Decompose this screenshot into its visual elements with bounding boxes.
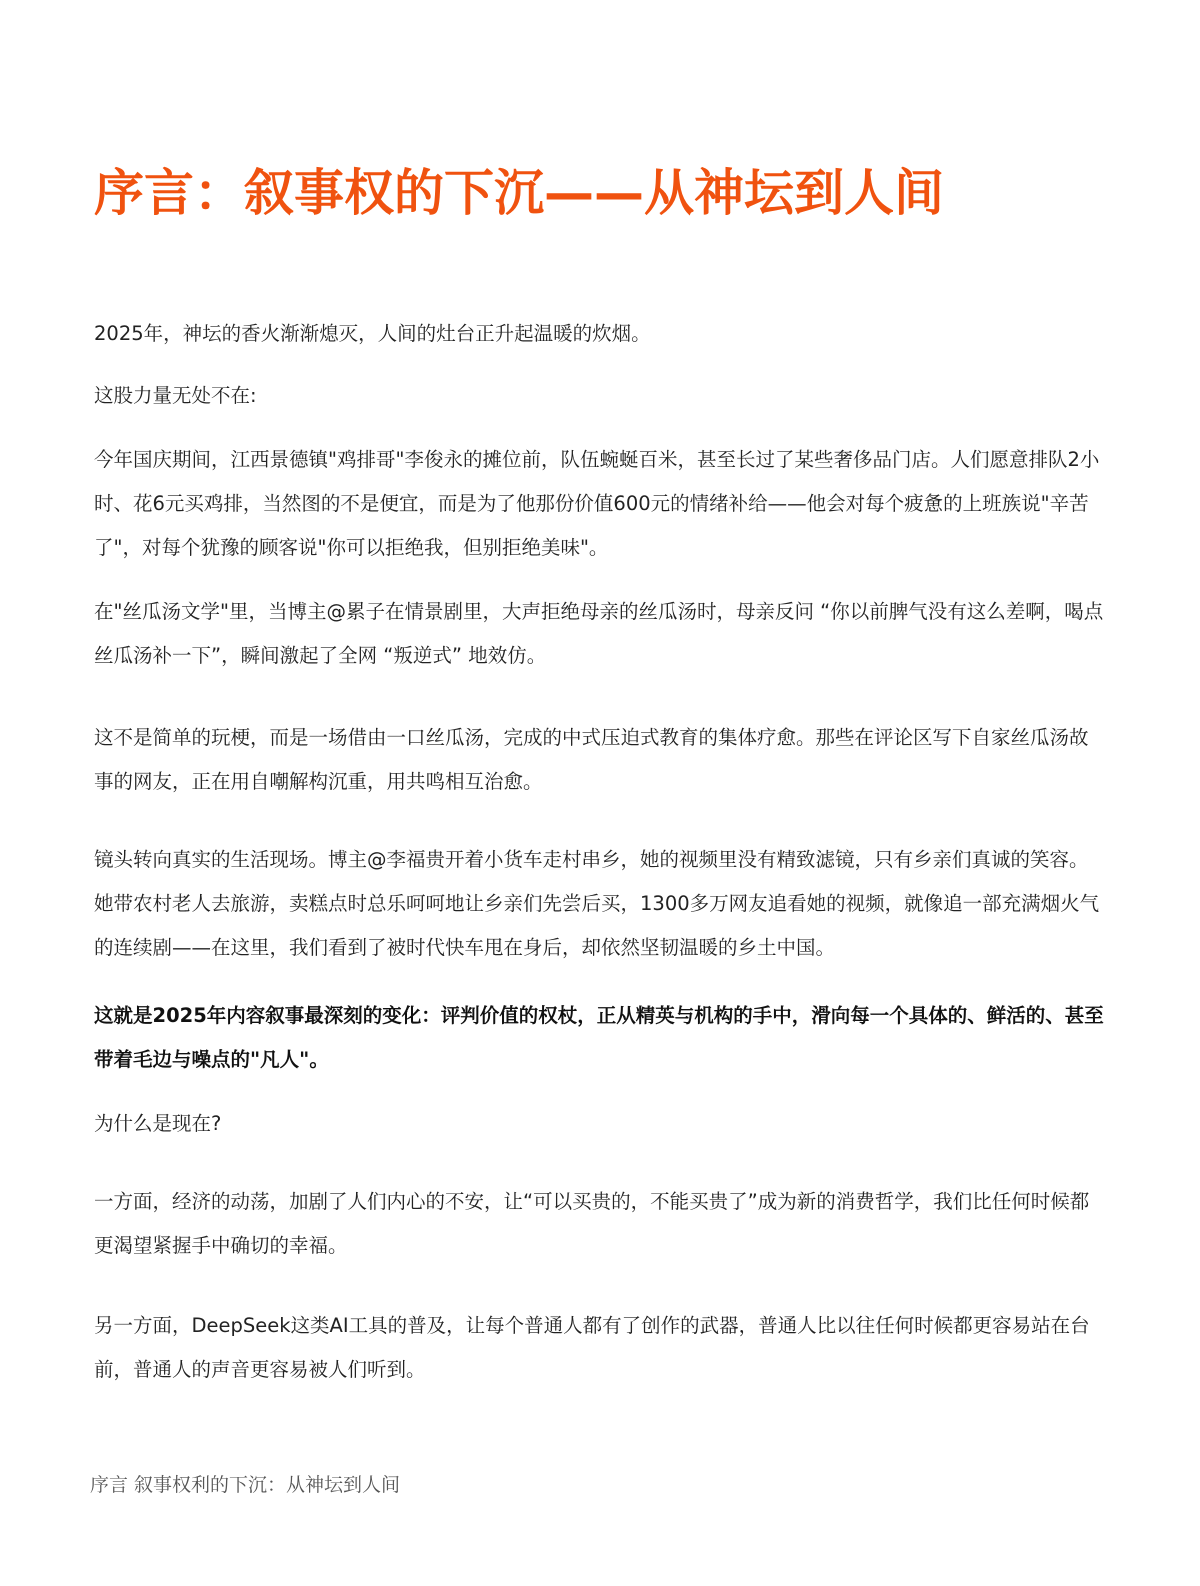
paragraph-loofah-soup: 在"丝瓜汤文学"里，当博主@累子在情景剧里，大声拒绝母亲的丝瓜汤时，母亲反问 “你以前脾气没有这么差啊，喝点丝瓜汤补一下”，瞬间激起了全网 “叛逆式” 地效仿。 <box>94 600 1104 667</box>
paragraph-key-change: 这就是2025年内容叙事最深刻的变化：评判价值的权杖，正从精英与机构的手中，滑向每一个具体的、鲜活的、甚至带着毛边与噪点的"凡人"。 <box>94 1004 1104 1071</box>
paragraph-economy: 一方面，经济的动荡，加剧了人们内心的不安，让“可以买贵的，不能买贵了”成为新的消费哲学，我们比任何时候都更渴望紧握手中确切的幸福。 <box>94 1190 1090 1257</box>
page-footer: 序言 叙事权利的下沉：从神坛到人间 <box>90 1474 401 1496</box>
paragraph-ai-tools: 另一方面，DeepSeek这类AI工具的普及，让每个普通人都有了创作的武器，普通人比以往任何时候都更容易站在台前，普通人的声音更容易被人们听到。 <box>94 1314 1090 1381</box>
paragraph-intro: 2025年，神坛的香火渐渐熄灭，人间的灶台正升起温暖的炊烟。 <box>94 322 651 345</box>
paragraph-lead-in: 这股力量无处不在: <box>94 384 257 407</box>
paragraph-collective-healing: 这不是简单的玩梗，而是一场借由一口丝瓜汤，完成的中式压迫式教育的集体疗愈。那些在评论区写下自家丝瓜汤故事的网友，正在用自嘲解构沉重，用共鸣相互治愈。 <box>94 726 1089 793</box>
paragraph-why-now: 为什么是现在? <box>94 1112 222 1135</box>
paragraph-li-fugui: 镜头转向真实的生活现场。博主@李福贵开着小货车走村串乡，她的视频里没有精致滤镜，只有乡亲们真诚的笑容。她带农村老人去旅游，卖糕点时总乐呵呵地让乡亲们先尝后买，1300多万网友追看她的视频，就像追一部充满烟火气的连续剧——在这里，我们看到了被时代快车甩在身后，却依然坚韧温暖的乡土中国。 <box>94 848 1100 959</box>
page-title: 序言：叙事权的下沉——从神坛到人间 <box>94 164 944 222</box>
paragraph-chicken-cutlet-brother: 今年国庆期间，江西景德镇"鸡排哥"李俊永的摊位前，队伍蜿蜒百米，甚至长过了某些奢侈品门店。人们愿意排队2小时、花6元买鸡排，当然图的不是便宜，而是为了他那份价值600元的情绪补给——他会对每个疲惫的上班族说"辛苦了"，对每个犹豫的顾客说"你可以拒绝我，但别拒绝美味"。 <box>94 448 1100 559</box>
